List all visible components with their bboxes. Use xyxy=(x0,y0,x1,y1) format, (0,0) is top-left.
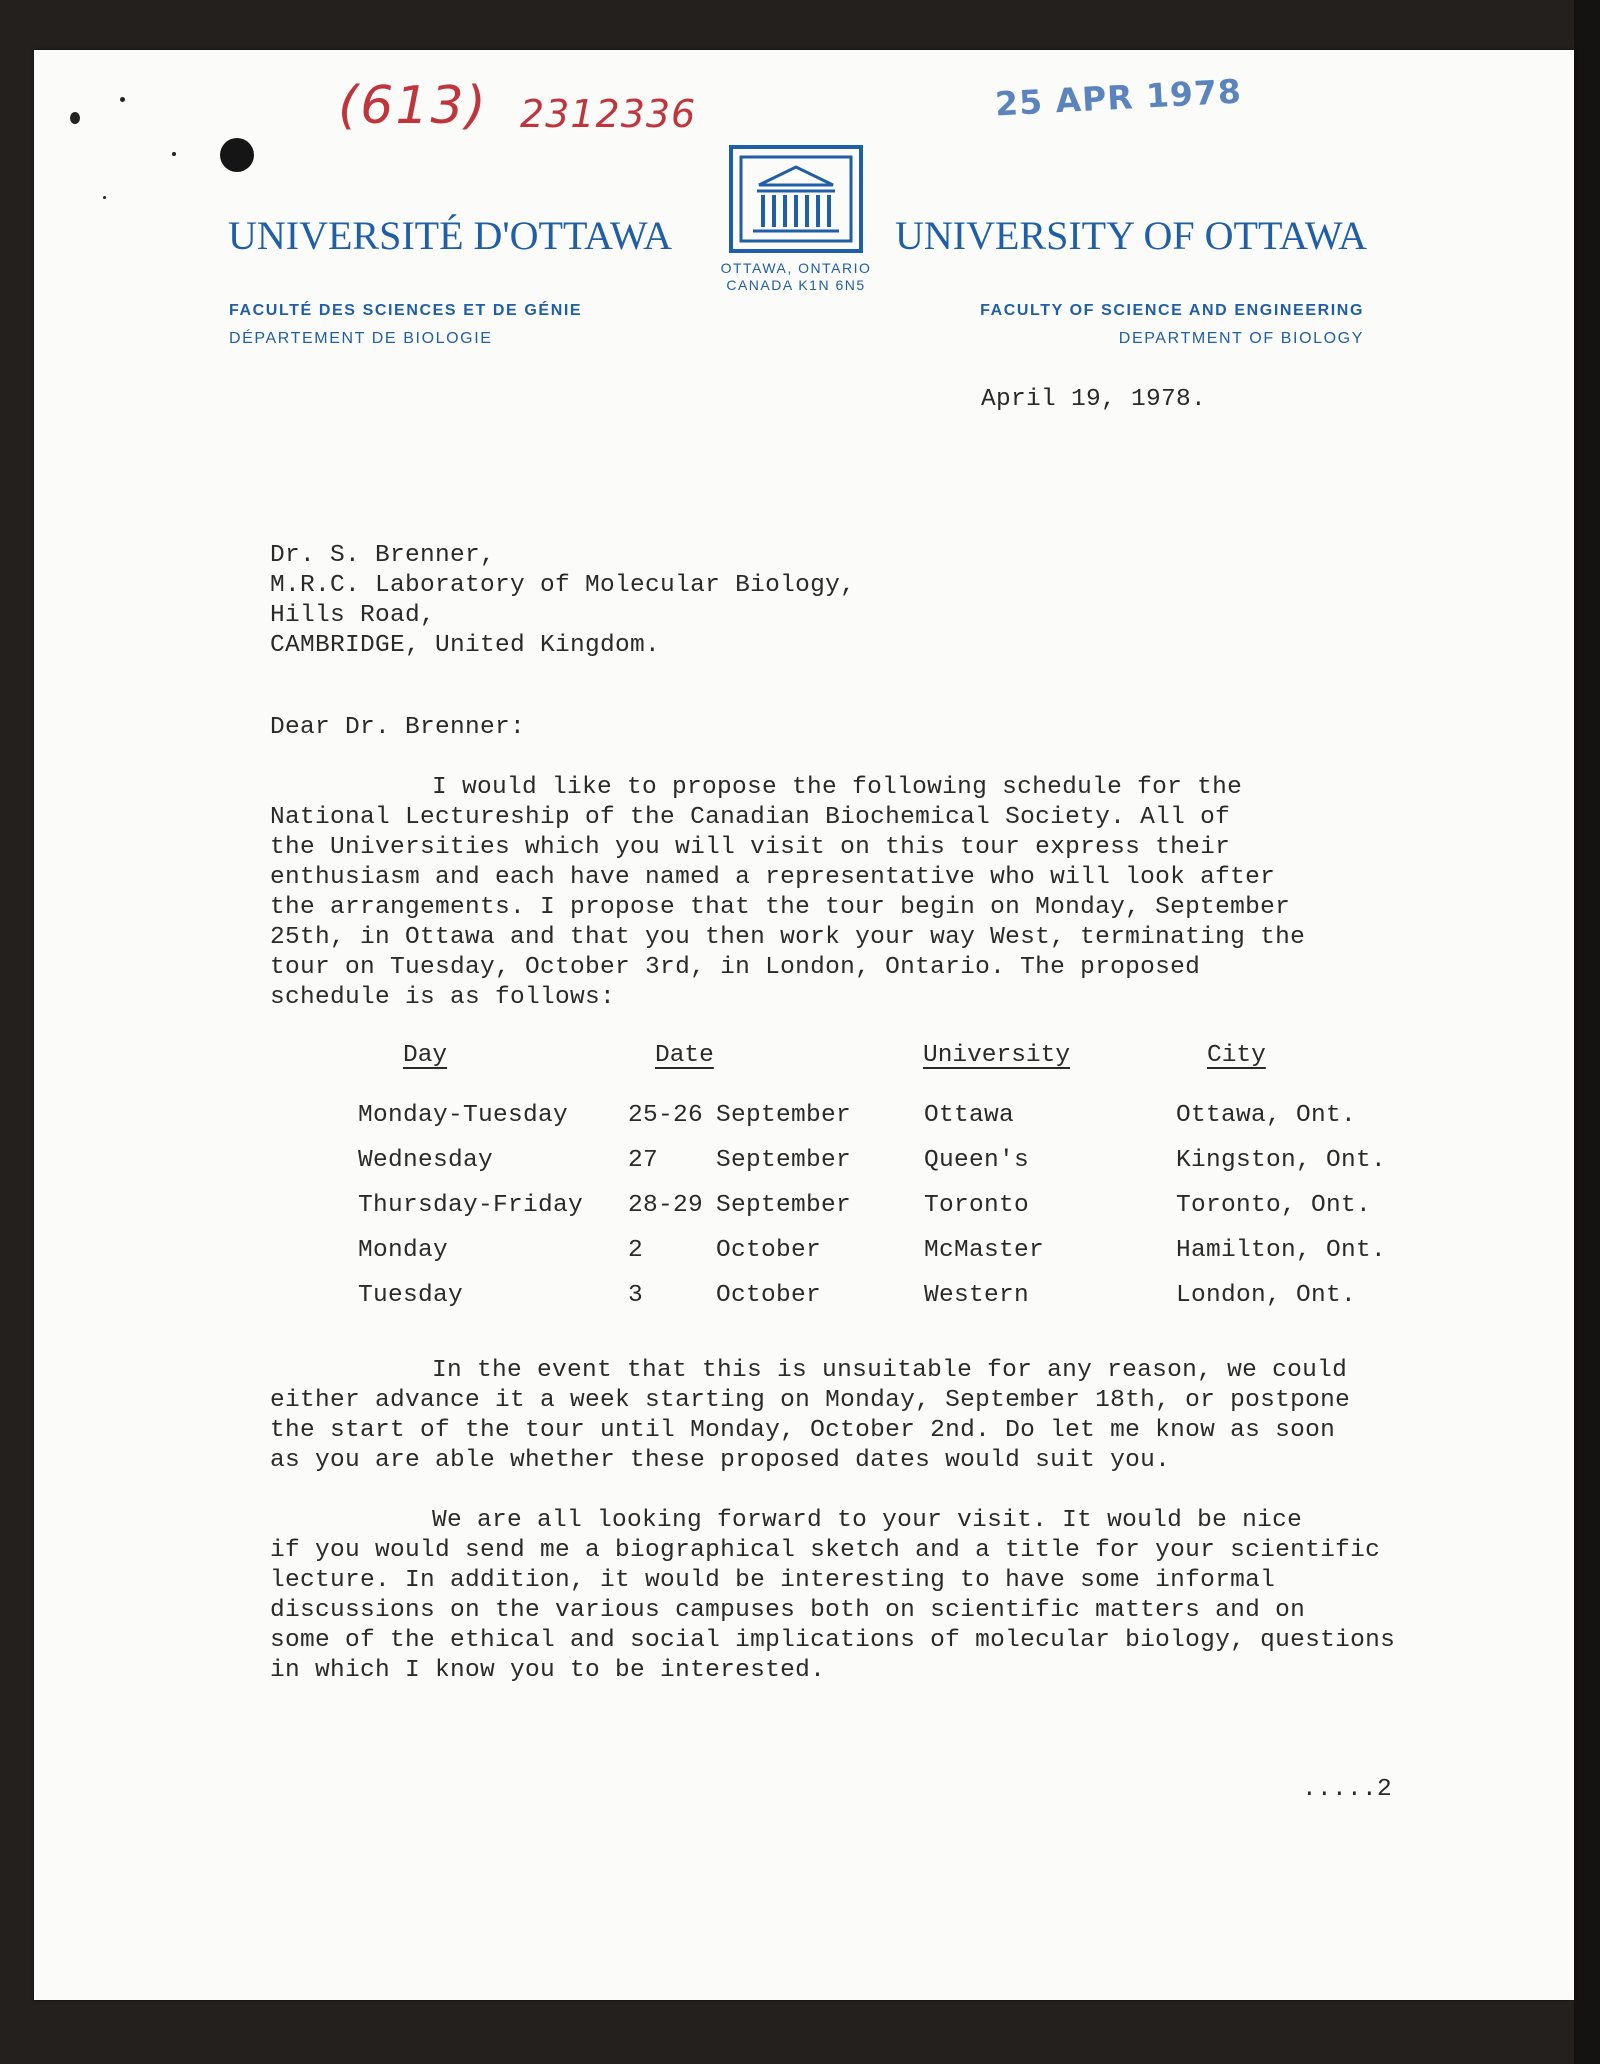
department-french: DÉPARTEMENT DE BIOLOGIE xyxy=(229,330,493,347)
letter-date: April 19, 1978. xyxy=(981,386,1207,413)
schedule-day: Monday-Tuesday xyxy=(358,1102,569,1129)
column-header-day: Day xyxy=(403,1042,448,1069)
column-header-date: Date xyxy=(655,1042,714,1069)
schedule-date-number: 27 xyxy=(628,1147,659,1174)
paragraph-2 xyxy=(270,1356,1350,1476)
schedule-month: September xyxy=(716,1147,852,1174)
schedule-university: Toronto xyxy=(924,1192,1030,1219)
schedule-day: Thursday-Friday xyxy=(358,1192,584,1219)
text-line: We are all looking forward to your visit. It would be nice xyxy=(432,1507,1303,1534)
recipient-line: M.R.C. Laboratory of Molecular Biology, xyxy=(270,572,856,599)
text-line: schedule is as follows: xyxy=(270,984,616,1011)
text-line: if you would send me a biographical sketch and a title for your scientific xyxy=(270,1537,1381,1564)
column-header-university: University xyxy=(923,1042,1071,1069)
schedule-city: Hamilton, Ont. xyxy=(1176,1237,1387,1264)
column-header-city: City xyxy=(1207,1042,1266,1069)
ink-speck xyxy=(103,196,106,199)
schedule-month: September xyxy=(716,1102,852,1129)
text-line: 25th, in Ottawa and that you then work your way West, terminating the xyxy=(270,924,1306,951)
department-english: DEPARTMENT OF BIOLOGY xyxy=(1118,330,1364,347)
salutation: Dear Dr. Brenner: xyxy=(270,714,526,741)
ink-speck xyxy=(172,152,176,156)
university-name-english: UNIVERSITY OF OTTAWA xyxy=(895,213,1368,258)
schedule-city: Kingston, Ont. xyxy=(1176,1147,1387,1174)
schedule-city: Toronto, Ont. xyxy=(1176,1192,1372,1219)
text-line: some of the ethical and social implications of molecular biology, questions xyxy=(270,1627,1396,1654)
ink-speck xyxy=(70,112,80,124)
schedule-date-number: 28-29 xyxy=(628,1192,704,1219)
text-line: either advance it a week starting on Monday, September 18th, or postpone xyxy=(270,1387,1351,1414)
text-line: discussions on the various campuses both on scientific matters and on xyxy=(270,1597,1306,1624)
text-line: enthusiasm and each have named a representative who will look after xyxy=(270,864,1276,891)
schedule-month: October xyxy=(716,1282,822,1309)
schedule-university: Queen's xyxy=(924,1147,1030,1174)
schedule-month: October xyxy=(716,1237,822,1264)
address-line-2: CANADA K1N 6N5 xyxy=(726,277,866,293)
schedule-city: London, Ont. xyxy=(1176,1282,1357,1309)
recipient-line: CAMBRIDGE, United Kingdom. xyxy=(270,632,661,659)
schedule-date-number: 2 xyxy=(628,1237,644,1264)
text-line: in which I know you to be interested. xyxy=(270,1657,826,1684)
schedule-date-number: 25-26 xyxy=(628,1102,704,1129)
text-line: the start of the tour until Monday, October 2nd. Do let me know as soon xyxy=(270,1417,1336,1444)
ink-speck xyxy=(120,97,125,102)
text-line: lecture. In addition, it would be interesting to have some informal xyxy=(270,1567,1276,1594)
handwritten-phone-number: 2312336 xyxy=(520,92,697,136)
schedule-university: Ottawa xyxy=(924,1102,1015,1129)
address-line-1: OTTAWA, ONTARIO xyxy=(720,260,872,276)
recipient-line: Dr. S. Brenner, xyxy=(270,542,496,569)
schedule-day: Monday xyxy=(358,1237,449,1264)
schedule-day: Tuesday xyxy=(358,1282,464,1309)
text-line: I would like to propose the following schedule for the xyxy=(432,774,1243,801)
paragraph-3 xyxy=(270,1506,1395,1686)
page-continuation-marker: .....2 xyxy=(1302,1776,1393,1803)
text-line: the Universities which you will visit on this tour express their xyxy=(270,834,1231,861)
paragraph-1 xyxy=(270,773,1305,1013)
faculty-french: FACULTÉ DES SCIENCES ET DE GÉNIE xyxy=(229,302,583,319)
handwritten-area-code: (613) xyxy=(338,76,488,136)
schedule-university: McMaster xyxy=(924,1237,1045,1264)
recipient-line: Hills Road, xyxy=(270,602,436,629)
schedule-university: Western xyxy=(924,1282,1030,1309)
text-line: as you are able whether these proposed dates would suit you. xyxy=(270,1447,1171,1474)
text-line: National Lectureship of the Canadian Biochemical Society. All of xyxy=(270,804,1231,831)
text-line: tour on Tuesday, October 3rd, in London, Ontario. The proposed xyxy=(270,954,1201,981)
schedule-day: Wednesday xyxy=(358,1147,494,1174)
faculty-english: FACULTY OF SCIENCE AND ENGINEERING xyxy=(980,302,1364,319)
schedule-city: Ottawa, Ont. xyxy=(1176,1102,1357,1129)
text-line: the arrangements. I propose that the tour begin on Monday, September xyxy=(270,894,1291,921)
binder-edge xyxy=(1574,0,1600,2064)
text-line: In the event that this is unsuitable for any reason, we could xyxy=(432,1357,1348,1384)
schedule-month: September xyxy=(716,1192,852,1219)
university-name-french: UNIVERSITÉ D'OTTAWA xyxy=(228,213,673,258)
received-date-stamp: 25 APR 1978 xyxy=(994,71,1243,124)
university-crest-logo xyxy=(729,145,863,253)
punch-hole xyxy=(220,138,254,172)
schedule-date-number: 3 xyxy=(628,1282,644,1309)
